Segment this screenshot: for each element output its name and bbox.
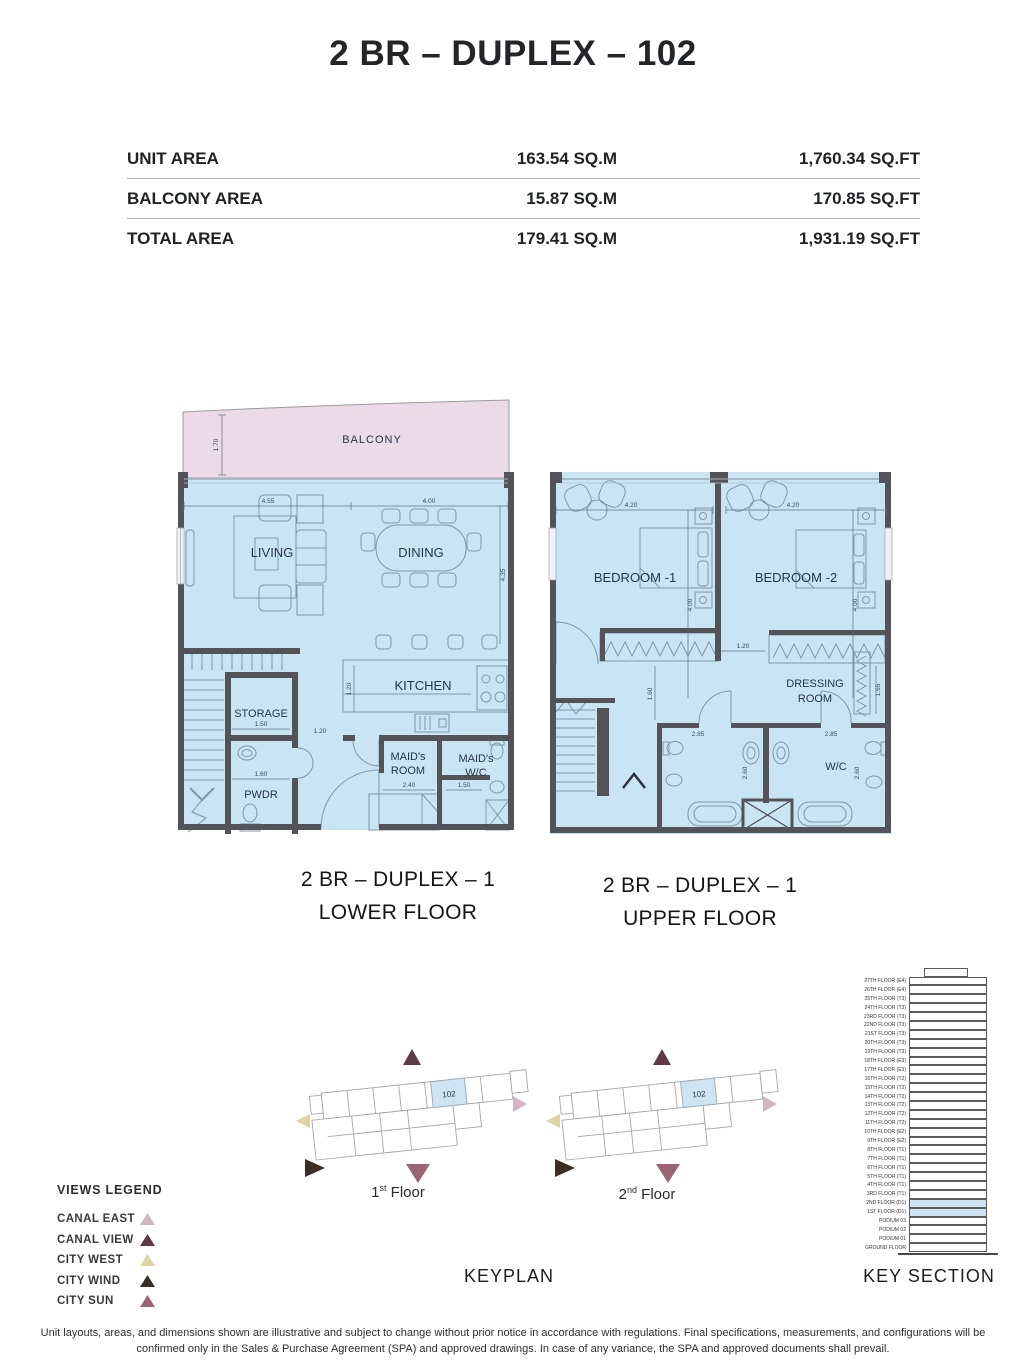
keyplan-title: KEYPLAN (463, 1266, 555, 1286)
canal-east-arrow-icon (513, 1096, 527, 1112)
row-sqm: 179.41 SQ.M (516, 228, 617, 248)
unit-102-label: 102 (441, 1089, 457, 1100)
area-table (127, 139, 920, 258)
key-section-floor-row: 13TH FLOOR (T2) (858, 1101, 987, 1110)
city-wind-arrow-icon (305, 1159, 325, 1177)
key-section-floor-row: PODIUM 03 (858, 1217, 987, 1226)
key-section-floor-row: 10TH FLOOR (E2) (858, 1128, 987, 1137)
key-section-floor-row: 3RD FLOOR (T1) (858, 1190, 987, 1199)
legend-item-city-sun: CITY SUN (57, 1291, 162, 1312)
svg-text:1.20: 1.20 (313, 728, 327, 735)
svg-text:2.85: 2.85 (691, 731, 705, 738)
key-section-floor-row: 1ST FLOOR (D1) (858, 1208, 987, 1217)
key-section-floor-row: 12TH FLOOR (T2) (858, 1110, 987, 1119)
upper-floor-caption: 2 BR – DUPLEX – 1 UPPER FLOOR (602, 874, 798, 930)
key-section-floor-row: 24TH FLOOR (T3) (858, 1004, 987, 1013)
svg-text:1.60: 1.60 (254, 771, 268, 778)
key-section-floor-row: 16TH FLOOR (T2) (858, 1075, 987, 1084)
svg-text:2.60: 2.60 (854, 766, 861, 780)
key-section-floor-row: 22ND FLOOR (T3) (858, 1021, 987, 1030)
canal-view-arrow-icon (653, 1049, 671, 1065)
key-section-floor-row: 20TH FLOOR (T3) (858, 1039, 987, 1048)
svg-text:1.50: 1.50 (254, 721, 268, 728)
key-section-floor-row: 19TH FLOOR (T3) (858, 1048, 987, 1057)
row-sqm: 15.87 SQ.M (526, 188, 617, 208)
key-section-floor-row: 18TH FLOOR (E3) (858, 1057, 987, 1066)
key-section-floors (858, 977, 987, 1253)
svg-text:4.00: 4.00 (687, 598, 694, 612)
key-section-floor-row: 5TH FLOOR (T1) (858, 1173, 987, 1182)
canal-view-arrow-icon (403, 1049, 421, 1065)
canal-east-triangle-icon (139, 1212, 156, 1226)
table-row-total-area (127, 218, 920, 258)
key-section-floor-row: 27TH FLOOR (E4) (858, 977, 987, 986)
room-label-wc: W/C (825, 761, 847, 773)
key-section-floor-row: 9TH FLOOR (E2) (858, 1137, 987, 1146)
svg-text:4.55: 4.55 (261, 498, 275, 505)
dim-balcony: 1.70 (213, 438, 220, 452)
keyplan-floor-label-1: 1st Floor (371, 1183, 425, 1201)
lower-floor-plan (176, 398, 516, 838)
key-section (858, 977, 987, 1253)
key-section-floor-row: 7TH FLOOR (T1) (858, 1155, 987, 1164)
canal-east-arrow-icon (763, 1096, 777, 1112)
legend-item-city-west: CITY WEST (57, 1250, 162, 1271)
keyplan-2nd-floor (538, 1046, 783, 1191)
room-label-storage: STORAGE (234, 708, 288, 720)
room-label-maids-wc: MAID's (458, 753, 494, 765)
key-section-floor-row: 4TH FLOOR (T1) (858, 1181, 987, 1190)
canal-view-triangle-icon (139, 1233, 156, 1247)
key-section-floor-row: 8TH FLOOR (T1) (858, 1146, 987, 1155)
svg-text:4.00: 4.00 (852, 598, 859, 612)
svg-text:2.40: 2.40 (402, 782, 416, 789)
key-section-floor-row: 11TH FLOOR (T2) (858, 1119, 987, 1128)
key-section-floor-row: 26TH FLOOR (E4) (858, 986, 987, 995)
city-sun-arrow-icon (406, 1164, 430, 1183)
svg-text:1.60: 1.60 (647, 687, 654, 701)
svg-text:1.20: 1.20 (736, 643, 750, 650)
views-legend (57, 1183, 162, 1312)
row-sqft: 170.85 SQ.FT (813, 188, 920, 208)
key-section-floor-row: 14TH FLOOR (T2) (858, 1093, 987, 1102)
city-wind-triangle-icon (139, 1274, 156, 1288)
unit-102-label: 102 (691, 1089, 707, 1100)
key-section-floor-row: 15TH FLOOR (T2) (858, 1084, 987, 1093)
page-title: 2 BR – DUPLEX – 102 (329, 34, 697, 73)
svg-text:4.20: 4.20 (786, 502, 800, 509)
keyplan-floor-label-2: 2nd Floor (618, 1185, 676, 1203)
keyplan-1st-floor (288, 1046, 533, 1191)
room-label-maids-room: MAID's (390, 751, 426, 763)
key-section-baseline (898, 1253, 998, 1255)
city-wind-arrow-icon (555, 1159, 575, 1177)
key-section-floor-row: PODIUM 01 (858, 1235, 987, 1244)
svg-text:ROOM: ROOM (797, 693, 833, 705)
row-label: BALCONY AREA (127, 188, 264, 208)
table-row-unit-area (127, 139, 920, 178)
key-section-floor-row: 6TH FLOOR (T1) (858, 1164, 987, 1173)
svg-text:1.20: 1.20 (346, 682, 353, 696)
key-section-floor-row: PODIUM 02 (858, 1226, 987, 1235)
disclaimer-text: Unit layouts, areas, and dimensions shown are illustrative and subject to change without prior notice in accordance with regulations. Final specifications, measurements, and configurations will be confirmed only in the Sales & Purchase Agreement (SPA) and approved drawings. In case of any variance, the SPA and approved documents shall prevail. (40, 1327, 986, 1355)
svg-text:1.65: 1.65 (875, 683, 882, 697)
room-label-living: LIVING (250, 545, 294, 560)
svg-text:2.60: 2.60 (742, 766, 749, 780)
svg-text:1.50: 1.50 (457, 782, 471, 789)
table-row-balcony-area (127, 178, 920, 218)
room-label-bedroom1: BEDROOM -1 (593, 570, 677, 585)
room-label-balcony: BALCONY (342, 434, 402, 446)
lower-floor-caption: 2 BR – DUPLEX – 1 LOWER FLOOR (300, 868, 496, 924)
legend-item-canal-view: CANAL VIEW (57, 1230, 162, 1251)
row-sqft: 1,931.19 SQ.FT (799, 228, 920, 248)
svg-text:4.35: 4.35 (500, 568, 507, 582)
legend-item-city-wind: CITY WIND (57, 1271, 162, 1292)
key-section-floor-row: 25TH FLOOR (T3) (858, 995, 987, 1004)
svg-text:W/C: W/C (465, 767, 487, 779)
key-section-title: KEY SECTION (863, 1266, 995, 1286)
room-label-pwdr: PWDR (244, 789, 278, 801)
room-label-kitchen: KITCHEN (394, 678, 452, 693)
city-sun-arrow-icon (656, 1164, 680, 1183)
key-section-roof (924, 968, 968, 977)
room-label-dressing: DRESSING (786, 678, 844, 690)
svg-text:4.00: 4.00 (422, 498, 436, 505)
key-section-floor-row: GROUND FLOOR (858, 1244, 987, 1253)
legend-item-canal-east: CANAL EAST (57, 1209, 162, 1230)
svg-text:4.20: 4.20 (624, 502, 638, 509)
svg-text:ROOM: ROOM (390, 765, 426, 777)
key-section-floor-row: 2ND FLOOR (D1) (858, 1199, 987, 1208)
svg-text:2.85: 2.85 (824, 731, 838, 738)
row-sqm: 163.54 SQ.M (516, 148, 617, 168)
key-section-floor-row: 17TH FLOOR (E3) (858, 1066, 987, 1075)
row-sqft: 1,760.34 SQ.FT (799, 148, 920, 168)
room-label-dining: DINING (398, 545, 444, 560)
row-label: UNIT AREA (127, 148, 219, 168)
upper-floor-plan (548, 470, 893, 838)
city-west-triangle-icon (139, 1253, 156, 1267)
room-label-bedroom2: BEDROOM -2 (754, 570, 838, 585)
key-section-floor-row: 23RD FLOOR (T3) (858, 1013, 987, 1022)
city-west-arrow-icon (296, 1114, 310, 1128)
city-west-arrow-icon (546, 1114, 560, 1128)
key-section-floor-row: 21ST FLOOR (T3) (858, 1030, 987, 1039)
city-sun-triangle-icon (139, 1294, 156, 1308)
views-legend-title: VIEWS LEGEND (57, 1183, 163, 1197)
row-label: TOTAL AREA (127, 228, 235, 248)
